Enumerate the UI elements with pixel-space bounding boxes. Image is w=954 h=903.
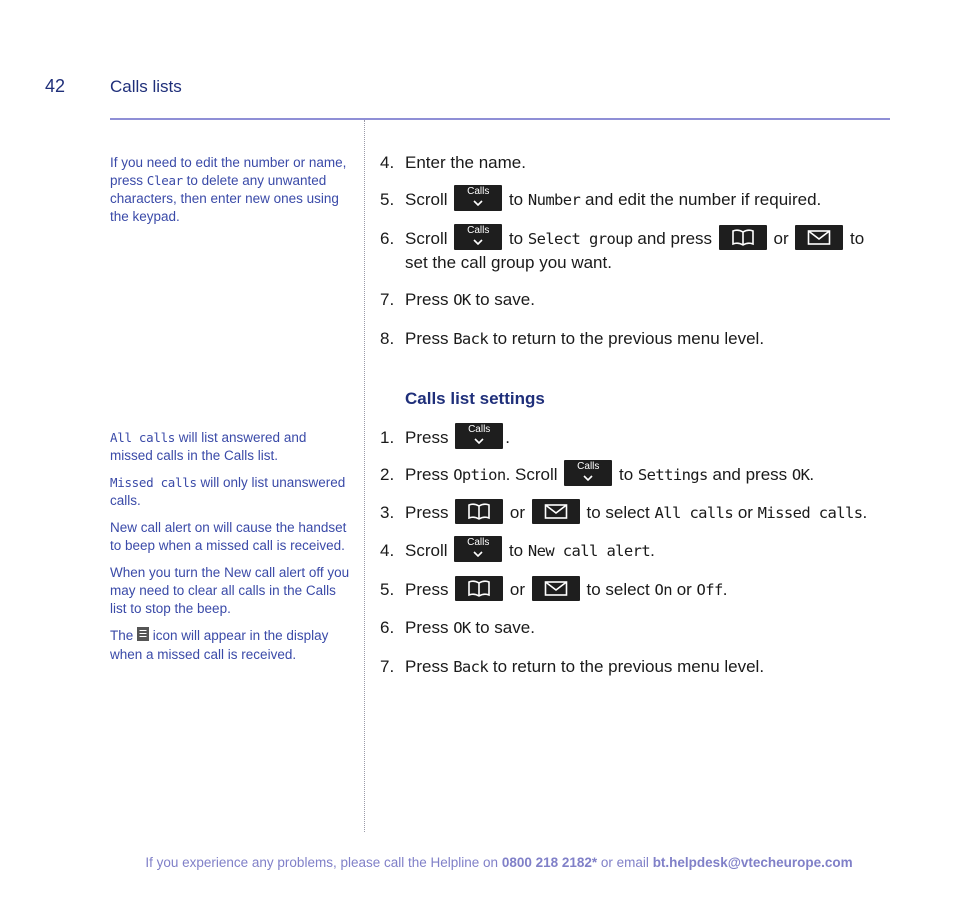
step-4-enter-name: 4. Enter the name. [380, 153, 526, 172]
calls-scroll-button[interactable]: Calls [564, 460, 612, 486]
phonebook-icon [467, 503, 491, 520]
step-6-press-ok: 6. Press OK to save. [380, 618, 535, 638]
missed-calls-note: Missed calls will only list unanswered calls. [110, 475, 346, 508]
helpdesk-email: bt.helpdesk@vtecheurope.com [652, 855, 853, 870]
steps-calls-list-settings [380, 426, 890, 679]
lcd-ok: OK [453, 619, 471, 638]
step-4-new-call-alert: 4. Scroll Calls to New call alert. [380, 539, 890, 563]
lcd-select-group: Select group [527, 230, 633, 248]
phonebook-icon [731, 229, 755, 246]
lcd-option: Option [453, 466, 506, 485]
lcd-all-calls: All calls [110, 430, 176, 445]
envelope-icon [807, 229, 831, 246]
phonebook-button[interactable] [455, 576, 503, 601]
envelope-icon [544, 503, 568, 520]
lcd-settings: Settings [637, 466, 708, 485]
message-button[interactable] [795, 225, 843, 250]
steps-edit-entry [380, 151, 890, 351]
step-7-press-back: 7. Press Back to return to the previous menu level. [380, 657, 765, 677]
message-button[interactable] [532, 576, 580, 601]
page-number: 42 [45, 76, 66, 96]
step-3-select-list: 3. Press or to select All calls or Missed calls. [380, 501, 890, 525]
phonebook-button[interactable] [455, 499, 503, 524]
edit-note: If you need to edit the number or name, press Clear to delete any unwanted characters, then enter new ones using the keypad. [110, 155, 347, 224]
section-title: Calls lists [110, 77, 182, 96]
settings-subheading: Calls list settings [405, 389, 545, 408]
chevron-down-icon [473, 551, 483, 557]
step-6-select-group: 6. Scroll Calls to Select group and press or to set the call group you want. [380, 225, 865, 272]
icon-note: The icon will appear in the display when a missed call is received. [110, 628, 329, 662]
phonebook-button[interactable] [719, 225, 767, 250]
chevron-down-icon [583, 475, 593, 481]
step-1-press-calls: 1. Press Calls . [380, 426, 890, 449]
chevron-down-icon [474, 438, 484, 444]
lcd-off: Off [696, 581, 723, 600]
message-button[interactable] [532, 499, 580, 524]
lcd-ok: OK [791, 466, 810, 485]
calls-button[interactable]: Calls [455, 423, 503, 449]
lcd-missed-calls: Missed calls [757, 504, 863, 523]
alert-off-note: When you turn the New call alert off you may need to clear all calls in the Calls list to stop the beep. [110, 565, 350, 616]
lcd-all-calls: All calls [654, 504, 734, 523]
lcd-missed-calls: Missed calls [110, 475, 197, 490]
lcd-back: Back [453, 658, 489, 677]
lcd-back: Back [453, 330, 489, 348]
envelope-icon [544, 580, 568, 597]
header-rule [110, 118, 890, 120]
chevron-down-icon [473, 239, 483, 245]
all-calls-note: All calls will list answered and missed calls in the Calls list. [110, 430, 307, 463]
step-7-press-ok: 7. Press OK to save. [380, 290, 535, 309]
step-5-on-off: 5. Press or to select On or Off. [380, 578, 890, 602]
step-5-scroll-number: 5. Scroll Calls to Number and edit the number if required. [380, 188, 890, 212]
lcd-new-call-alert: New call alert [527, 542, 651, 561]
alert-on-note: New call alert on will cause the handset to beep when a missed call is received. [110, 520, 347, 553]
helpline-phone: 0800 218 2182* [501, 855, 598, 870]
step-2-option-settings: 2. Press Option. Scroll Calls to Settings and press OK. [380, 463, 890, 487]
helpline-footer: If you experience any problems, please call the Helpline on 0800 218 2182* or email bt.helpdesk@vtecheurope.com [145, 855, 853, 870]
step-8-press-back: 8. Press Back to return to the previous menu level. [380, 329, 765, 348]
lcd-ok: OK [453, 291, 471, 309]
column-divider [364, 120, 365, 832]
lcd-on: On [654, 581, 672, 600]
side-notes-settings [110, 429, 350, 673]
chevron-down-icon [473, 200, 483, 206]
lcd-clear: Clear [146, 173, 183, 188]
calls-scroll-button[interactable]: Calls [454, 185, 502, 211]
side-note-edit [110, 154, 350, 235]
missed-call-list-icon [137, 627, 149, 646]
lcd-number: Number [527, 191, 581, 209]
phonebook-icon [467, 580, 491, 597]
calls-scroll-button[interactable]: Calls [454, 536, 502, 562]
calls-scroll-button[interactable]: Calls [454, 224, 502, 250]
